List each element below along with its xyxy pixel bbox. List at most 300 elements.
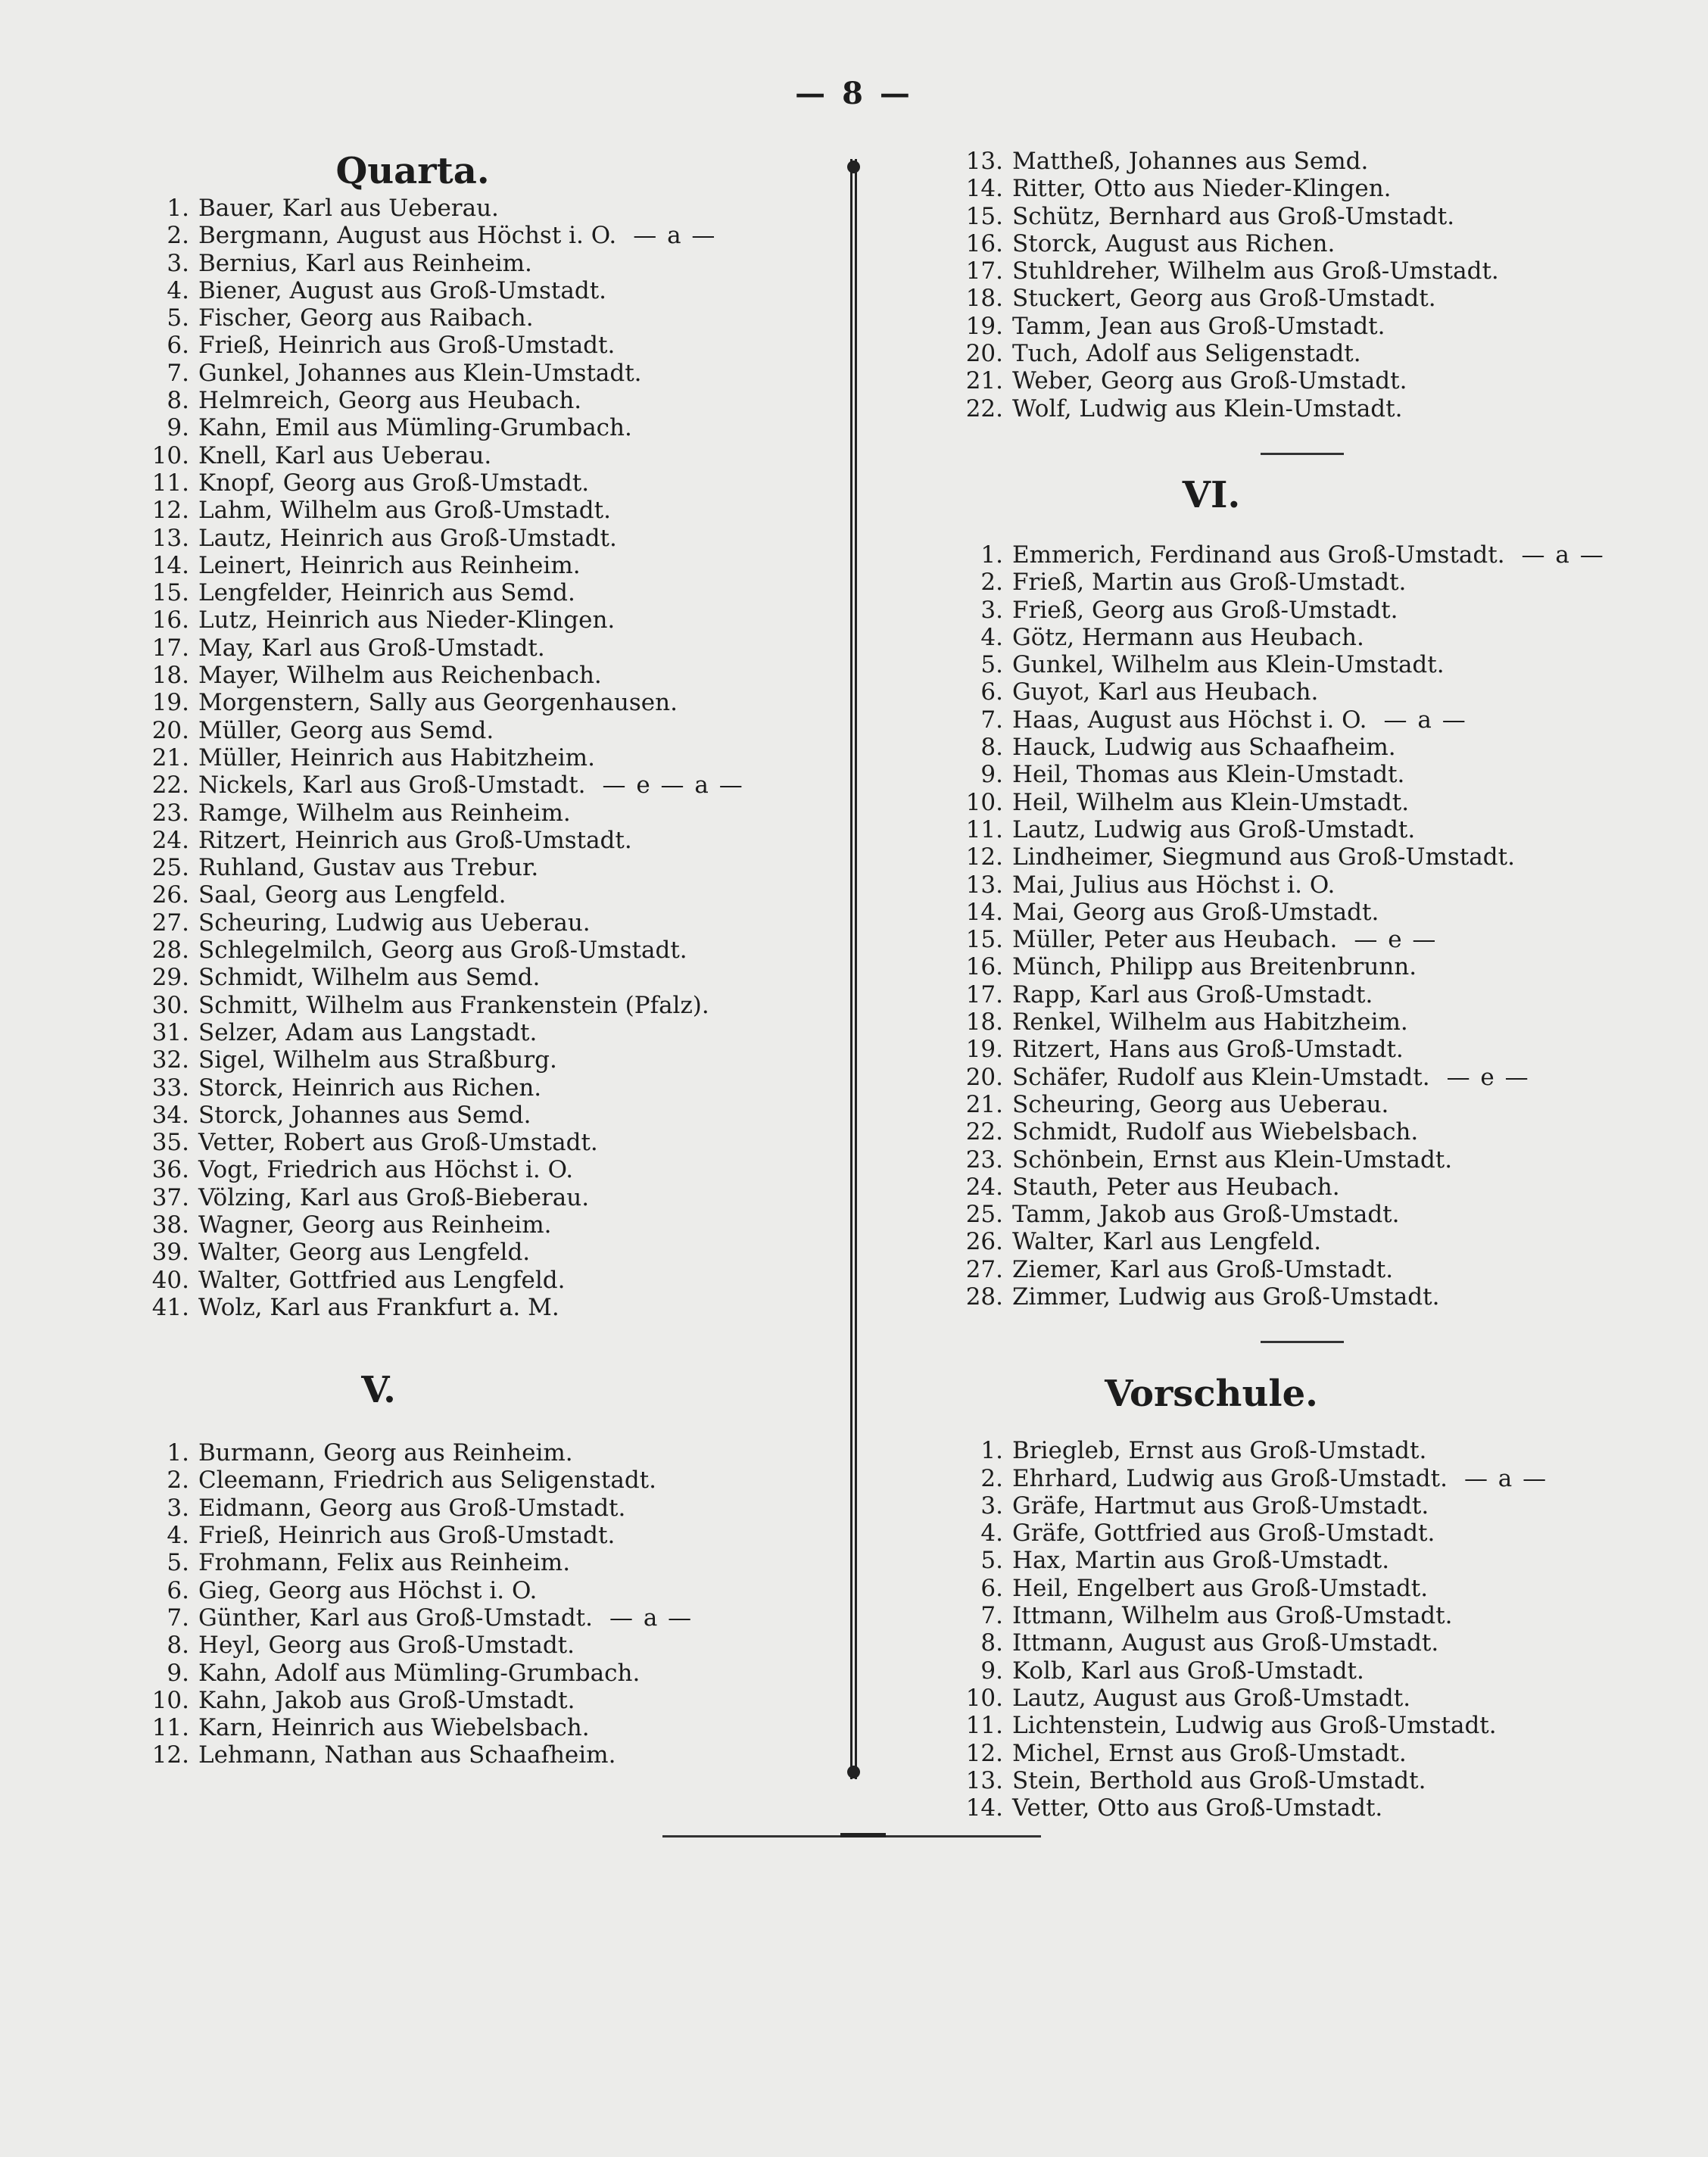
entry-number: 12.: [151, 497, 189, 525]
entry-number: 7.: [980, 1602, 1003, 1630]
entry-number: 14.: [151, 551, 189, 579]
entry-text: Knell, Karl aus Ueberau.: [198, 441, 492, 469]
entry-number: 11.: [965, 815, 1003, 843]
quinta-list-part1: [129, 1439, 848, 1769]
list-item: [943, 981, 1662, 1008]
list-item: [129, 579, 848, 606]
list-item: [943, 597, 1662, 624]
entry-number: 15.: [965, 202, 1003, 230]
list-item: [943, 285, 1662, 312]
entry-text: Kahn, Adolf aus Mümling-Grumbach.: [198, 1659, 640, 1687]
entry-number: 13.: [965, 148, 1003, 175]
list-item: [943, 541, 1662, 569]
entry-number: 24.: [965, 1173, 1003, 1201]
sexta-list: [943, 541, 1662, 1311]
list-item: [943, 367, 1662, 394]
list-item: [943, 871, 1662, 899]
list-item: [943, 1465, 1662, 1492]
divider-bottom-ornament: [847, 1766, 860, 1778]
entry-text: Kahn, Emil aus Mümling-Grumbach.: [198, 414, 632, 442]
list-item: [943, 1575, 1662, 1602]
entry-text: Müller, Georg aus Semd.: [198, 716, 494, 744]
entry-text: Sigel, Wilhelm aus Straßburg.: [198, 1046, 557, 1074]
list-item: [943, 1437, 1662, 1464]
entry-mark: — e —: [1446, 1063, 1530, 1091]
entry-text: Lutz, Heinrich aus Nieder-Klingen.: [198, 606, 616, 634]
list-item: [129, 909, 848, 937]
entry-text: Haas, August aus Höchst i. O.: [1012, 706, 1367, 734]
list-item: [129, 525, 848, 552]
entry-number: 28.: [151, 937, 189, 965]
entry-text: Kolb, Karl aus Groß-Umstadt.: [1012, 1657, 1364, 1685]
entry-number: 4.: [980, 623, 1003, 651]
entry-text: Schönbein, Ernst aus Klein-Umstadt.: [1012, 1146, 1453, 1174]
entry-number: 26.: [965, 1228, 1003, 1256]
entry-number: 22.: [965, 394, 1003, 422]
entry-text: Hax, Martin aus Groß-Umstadt.: [1012, 1547, 1390, 1575]
list-item: [943, 651, 1662, 678]
quarta-heading: Quarta.: [335, 150, 490, 192]
entry-number: 9.: [167, 414, 189, 442]
entry-text: Ritzert, Hans aus Groß-Umstadt.: [1012, 1036, 1404, 1064]
entry-number: 21.: [965, 1090, 1003, 1118]
list-item: [129, 744, 848, 771]
entry-text: Völzing, Karl aus Groß-Bieberau.: [198, 1183, 590, 1211]
entry-text: Schmitt, Wilhelm aus Frankenstein (Pfalz).: [198, 991, 709, 1019]
list-item: [129, 689, 848, 716]
entry-text: May, Karl aus Groß-Umstadt.: [198, 634, 545, 662]
entry-text: Frieß, Georg aus Groß-Umstadt.: [1012, 596, 1398, 624]
list-item: [129, 414, 848, 441]
entry-number: 19.: [151, 689, 189, 717]
list-item: [129, 634, 848, 662]
entry-text: Lichtenstein, Ludwig aus Groß-Umstadt.: [1012, 1712, 1497, 1740]
entry-text: Stein, Berthold aus Groß-Umstadt.: [1012, 1766, 1426, 1794]
list-item: [129, 195, 848, 222]
entry-number: 16.: [965, 953, 1003, 981]
list-item: [943, 148, 1662, 175]
list-item: [943, 678, 1662, 706]
list-item: [129, 250, 848, 277]
entry-number: 6.: [980, 1574, 1003, 1602]
entry-text: Saal, Georg aus Lengfeld.: [198, 881, 506, 909]
entry-number: 6.: [980, 678, 1003, 706]
list-item: [129, 1267, 848, 1294]
entry-number: 7.: [980, 706, 1003, 734]
entry-text: Biener, August aus Groß-Umstadt.: [198, 276, 607, 304]
entry-number: 4.: [980, 1520, 1003, 1548]
entry-mark: — a —: [1463, 1464, 1548, 1492]
left-column: [129, 148, 848, 1769]
entry-text: Renkel, Wilhelm aus Habitzheim.: [1012, 1008, 1408, 1036]
entry-number: 1.: [980, 1437, 1003, 1465]
entry-text: Mattheß, Johannes aus Semd.: [1012, 148, 1369, 175]
entry-text: Bergmann, August aus Höchst i. O.: [198, 222, 617, 250]
right-column: [943, 148, 1662, 1822]
entry-number: 12.: [151, 1741, 189, 1769]
list-item: [129, 387, 848, 414]
entry-number: 31.: [151, 1018, 189, 1046]
entry-number: 8.: [980, 734, 1003, 762]
entry-text: Vetter, Otto aus Groß-Umstadt.: [1012, 1794, 1383, 1822]
entry-number: 20.: [151, 716, 189, 744]
list-item: [943, 1740, 1662, 1767]
column-divider: [850, 159, 857, 1779]
entry-text: Stuhldreher, Wilhelm aus Groß-Umstadt.: [1012, 257, 1499, 285]
list-item: [943, 1201, 1662, 1228]
list-item: [943, 734, 1662, 761]
entry-text: Cleemann, Friedrich aus Seligenstadt.: [198, 1467, 656, 1495]
list-item: [129, 1522, 848, 1549]
list-item: [943, 395, 1662, 422]
entry-number: 25.: [965, 1201, 1003, 1229]
list-item: [129, 1604, 848, 1632]
entry-text: Schmidt, Wilhelm aus Semd.: [198, 964, 541, 992]
list-item: [943, 624, 1662, 651]
list-item: [943, 313, 1662, 340]
entry-text: Wolf, Ludwig aus Klein-Umstadt.: [1012, 394, 1403, 422]
list-item: [943, 761, 1662, 788]
entry-text: Walter, Gottfried aus Lengfeld.: [198, 1266, 566, 1294]
list-item: [943, 1602, 1662, 1629]
entry-text: Lautz, August aus Groß-Umstadt.: [1012, 1684, 1411, 1712]
list-item: [129, 1549, 848, 1576]
list-item: [943, 789, 1662, 816]
entry-text: Stauth, Peter aus Heubach.: [1012, 1173, 1340, 1201]
entry-number: 27.: [151, 909, 189, 937]
entry-text: Bauer, Karl aus Ueberau.: [198, 195, 499, 222]
entry-number: 10.: [965, 788, 1003, 816]
entry-number: 32.: [151, 1046, 189, 1074]
entry-number: 34.: [151, 1101, 189, 1129]
entry-number: 19.: [965, 1036, 1003, 1064]
entry-number: 8.: [167, 1632, 189, 1660]
entry-number: 35.: [151, 1129, 189, 1157]
entry-text: Lautz, Heinrich aus Groß-Umstadt.: [198, 524, 617, 552]
entry-text: Ramge, Wilhelm aus Reinheim.: [198, 799, 571, 827]
entry-number: 6.: [167, 332, 189, 360]
entry-text: Tuch, Adolf aus Seligenstadt.: [1012, 340, 1361, 368]
list-item: [129, 1577, 848, 1604]
entry-text: Heil, Engelbert aus Groß-Umstadt.: [1012, 1574, 1429, 1602]
list-item: [943, 1118, 1662, 1146]
entry-number: 13.: [965, 871, 1003, 899]
entry-number: 37.: [151, 1183, 189, 1211]
entry-number: 21.: [151, 743, 189, 771]
list-item: [129, 1467, 848, 1494]
list-item: [943, 1712, 1662, 1739]
entry-number: 38.: [151, 1211, 189, 1239]
entry-text: Eidmann, Georg aus Groß-Umstadt.: [198, 1494, 626, 1522]
entry-number: 3.: [980, 1492, 1003, 1520]
entry-number: 30.: [151, 991, 189, 1019]
entry-text: Heil, Thomas aus Klein-Umstadt.: [1012, 761, 1405, 789]
entry-text: Schütz, Bernhard aus Groß-Umstadt.: [1012, 202, 1455, 230]
entry-number: 5.: [167, 1549, 189, 1577]
entry-text: Lindheimer, Siegmund aus Groß-Umstadt.: [1012, 843, 1515, 871]
list-item: [129, 1046, 848, 1074]
entry-number: 18.: [151, 662, 189, 690]
entry-mark: — e —: [1354, 926, 1438, 954]
list-item: [129, 1129, 848, 1156]
list-item: [943, 1091, 1662, 1118]
entry-number: 23.: [151, 799, 189, 827]
list-item: [129, 881, 848, 909]
list-item: [943, 1685, 1662, 1712]
entry-text: Leinert, Heinrich aus Reinheim.: [198, 551, 581, 579]
vorschule-list: [943, 1437, 1662, 1822]
entry-number: 17.: [965, 980, 1003, 1008]
entry-number: 8.: [167, 387, 189, 415]
entry-text: Lautz, Ludwig aus Groß-Umstadt.: [1012, 815, 1416, 843]
entry-number: 17.: [151, 634, 189, 662]
entry-number: 18.: [965, 1008, 1003, 1036]
entry-text: Schäfer, Rudolf aus Klein-Umstadt.: [1012, 1063, 1430, 1091]
entry-number: 27.: [965, 1255, 1003, 1283]
entry-text: Müller, Heinrich aus Habitzheim.: [198, 743, 595, 771]
entry-text: Lehmann, Nathan aus Schaafheim.: [198, 1741, 616, 1769]
list-item: [129, 1439, 848, 1467]
quinta-heading: V.: [361, 1369, 396, 1412]
vorschule-heading: Vorschule.: [1105, 1373, 1318, 1416]
sexta-heading: VI.: [1182, 473, 1241, 516]
entry-number: 11.: [151, 469, 189, 497]
entry-number: 2.: [167, 1467, 189, 1495]
list-item: [129, 222, 848, 249]
list-item: [129, 304, 848, 332]
entry-text: Gräfe, Hartmut aus Groß-Umstadt.: [1012, 1492, 1429, 1520]
entry-text: Scheuring, Georg aus Ueberau.: [1012, 1090, 1389, 1118]
divider-top-ornament: [847, 161, 860, 173]
list-item: [943, 1174, 1662, 1201]
entry-text: Mai, Julius aus Höchst i. O.: [1012, 871, 1336, 899]
list-item: [943, 1767, 1662, 1794]
list-item: [129, 469, 848, 497]
list-item: [943, 1657, 1662, 1685]
entry-text: Schlegelmilch, Georg aus Groß-Umstadt.: [198, 937, 687, 965]
entry-number: 16.: [151, 606, 189, 634]
entry-text: Münch, Philipp aus Breitenbrunn.: [1012, 953, 1417, 981]
entry-number: 1.: [167, 1439, 189, 1467]
entry-text: Gieg, Georg aus Höchst i. O.: [198, 1576, 538, 1604]
entry-number: 6.: [167, 1576, 189, 1604]
entry-text: Rapp, Karl aus Groß-Umstadt.: [1012, 980, 1373, 1008]
entry-text: Fischer, Georg aus Raibach.: [198, 304, 534, 332]
entry-number: 39.: [151, 1239, 189, 1267]
list-item: [129, 442, 848, 469]
list-item: [943, 1492, 1662, 1520]
entry-number: 36.: [151, 1156, 189, 1184]
entry-text: Ritter, Otto aus Nieder-Klingen.: [1012, 175, 1392, 203]
entry-text: Ziemer, Karl aus Groß-Umstadt.: [1012, 1255, 1394, 1283]
entry-number: 16.: [965, 229, 1003, 257]
entry-text: Ritzert, Heinrich aus Groß-Umstadt.: [198, 826, 632, 854]
entry-text: Ittmann, August aus Groß-Umstadt.: [1012, 1629, 1439, 1657]
entry-mark: — a —: [633, 222, 717, 250]
entry-text: Frieß, Heinrich aus Groß-Umstadt.: [198, 1522, 616, 1550]
entry-text: Karn, Heinrich aus Wiebelsbach.: [198, 1714, 590, 1742]
list-item: [129, 1156, 848, 1183]
list-item: [943, 175, 1662, 202]
entry-text: Müller, Peter aus Heubach.: [1012, 926, 1338, 954]
entry-number: 33.: [151, 1074, 189, 1102]
entry-text: Stuckert, Georg aus Groß-Umstadt.: [1012, 285, 1436, 313]
entry-number: 13.: [965, 1766, 1003, 1794]
entry-number: 14.: [965, 175, 1003, 203]
list-item: [943, 1547, 1662, 1574]
list-item: [129, 277, 848, 304]
list-item: [129, 552, 848, 579]
entry-text: Vetter, Robert aus Groß-Umstadt.: [198, 1129, 598, 1157]
entry-number: 22.: [151, 771, 189, 800]
entry-text: Walter, Georg aus Lengfeld.: [198, 1239, 531, 1267]
entry-text: Schmidt, Rudolf aus Wiebelsbach.: [1012, 1118, 1419, 1146]
entry-text: Wolz, Karl aus Frankfurt a. M.: [198, 1293, 559, 1321]
list-item: [943, 257, 1662, 285]
entry-text: Burmann, Georg aus Reinheim.: [198, 1439, 573, 1467]
entry-number: 9.: [167, 1659, 189, 1687]
list-item: [129, 827, 848, 854]
entry-number: 3.: [167, 1494, 189, 1522]
entry-text: Nickels, Karl aus Groß-Umstadt.: [198, 771, 586, 800]
entry-number: 7.: [167, 1604, 189, 1632]
entry-text: Knopf, Georg aus Groß-Umstadt.: [198, 469, 590, 497]
entry-number: 15.: [151, 579, 189, 607]
list-item: [943, 1283, 1662, 1311]
entry-text: Ruhland, Gustav aus Trebur.: [198, 854, 539, 882]
entry-number: 19.: [965, 312, 1003, 340]
entry-number: 13.: [151, 524, 189, 552]
list-item: [129, 1239, 848, 1266]
entry-text: Kahn, Jakob aus Groß-Umstadt.: [198, 1686, 575, 1714]
list-item: [129, 771, 848, 799]
quinta-list-part2: [943, 148, 1662, 422]
list-item: [943, 926, 1662, 953]
list-item: [129, 937, 848, 964]
entry-number: 10.: [151, 1686, 189, 1714]
entry-number: 9.: [980, 761, 1003, 789]
entry-number: 1.: [167, 195, 189, 222]
entry-text: Helmreich, Georg aus Heubach.: [198, 387, 582, 415]
entry-number: 41.: [151, 1293, 189, 1321]
list-item: [129, 1660, 848, 1687]
entry-number: 8.: [980, 1629, 1003, 1657]
list-item: [943, 340, 1662, 367]
quarta-list: [129, 195, 848, 1321]
list-item: [943, 1520, 1662, 1547]
entry-text: Gräfe, Gottfried aus Groß-Umstadt.: [1012, 1520, 1435, 1548]
entry-mark: — a —: [1383, 706, 1467, 734]
list-item: [129, 1019, 848, 1046]
entry-text: Storck, August aus Richen.: [1012, 229, 1336, 257]
entry-text: Emmerich, Ferdinand aus Groß-Umstadt.: [1012, 541, 1505, 569]
page-number: — 8 —: [795, 76, 913, 111]
entry-text: Gunkel, Johannes aus Klein-Umstadt.: [198, 359, 642, 387]
entry-text: Frohmann, Felix aus Reinheim.: [198, 1549, 571, 1577]
entry-number: 17.: [965, 257, 1003, 285]
list-item: [129, 1632, 848, 1659]
list-item: [943, 843, 1662, 871]
list-item: [129, 1294, 848, 1321]
entry-number: 25.: [151, 854, 189, 882]
entry-number: 4.: [167, 1522, 189, 1550]
list-item: [943, 1794, 1662, 1822]
list-item: [943, 230, 1662, 257]
entry-text: Götz, Hermann aus Heubach.: [1012, 623, 1364, 651]
entry-number: 20.: [965, 1063, 1003, 1091]
entry-number: 14.: [965, 1794, 1003, 1822]
entry-number: 23.: [965, 1146, 1003, 1174]
entry-number: 18.: [965, 285, 1003, 313]
entry-text: Vogt, Friedrich aus Höchst i. O.: [198, 1156, 574, 1184]
list-item: [943, 953, 1662, 980]
entry-number: 5.: [980, 1547, 1003, 1575]
list-item: [129, 1102, 848, 1129]
entry-text: Michel, Ernst aus Groß-Umstadt.: [1012, 1739, 1407, 1767]
entry-number: 10.: [965, 1684, 1003, 1712]
list-item: [129, 854, 848, 881]
list-item: [943, 1146, 1662, 1174]
entry-text: Mayer, Wilhelm aus Reichenbach.: [198, 662, 602, 690]
entry-number: 29.: [151, 964, 189, 992]
list-item: [129, 1687, 848, 1714]
list-item: [943, 1256, 1662, 1283]
entry-text: Ehrhard, Ludwig aus Groß-Umstadt.: [1012, 1464, 1448, 1492]
entry-text: Lengfelder, Heinrich aus Semd.: [198, 579, 575, 607]
entry-number: 5.: [980, 651, 1003, 679]
list-item: [129, 497, 848, 524]
list-item: [943, 1064, 1662, 1091]
entry-text: Weber, Georg aus Groß-Umstadt.: [1012, 367, 1407, 395]
entry-number: 11.: [151, 1714, 189, 1742]
entry-number: 4.: [167, 276, 189, 304]
list-item: [129, 332, 848, 359]
entry-text: Storck, Heinrich aus Richen.: [198, 1074, 542, 1102]
entry-number: 24.: [151, 826, 189, 854]
list-item: [129, 1211, 848, 1239]
entry-text: Heil, Wilhelm aus Klein-Umstadt.: [1012, 788, 1410, 816]
entry-mark: — a —: [609, 1604, 693, 1632]
list-item: [129, 800, 848, 827]
entry-number: 40.: [151, 1266, 189, 1294]
list-item: [129, 992, 848, 1019]
list-item: [129, 1495, 848, 1522]
entry-text: Mai, Georg aus Groß-Umstadt.: [1012, 898, 1379, 926]
list-item: [943, 1036, 1662, 1063]
entry-number: 2.: [980, 1464, 1003, 1492]
entry-text: Walter, Karl aus Lengfeld.: [1012, 1228, 1322, 1256]
entry-text: Briegleb, Ernst aus Groß-Umstadt.: [1012, 1437, 1427, 1465]
entry-text: Scheuring, Ludwig aus Ueberau.: [198, 909, 591, 937]
entry-text: Lahm, Wilhelm aus Groß-Umstadt.: [198, 497, 611, 525]
entry-number: 9.: [980, 1657, 1003, 1685]
list-item: [129, 360, 848, 387]
entry-text: Hauck, Ludwig aus Schaafheim.: [1012, 734, 1396, 762]
entry-number: 20.: [965, 340, 1003, 368]
list-item: [129, 662, 848, 689]
entry-text: Frieß, Heinrich aus Groß-Umstadt.: [198, 332, 616, 360]
entry-number: 1.: [980, 541, 1003, 569]
entry-number: 3.: [167, 249, 189, 277]
entry-text: Storck, Johannes aus Semd.: [198, 1101, 531, 1129]
list-item: [943, 569, 1662, 596]
list-item: [129, 964, 848, 991]
list-item: [129, 717, 848, 744]
list-item: [129, 1074, 848, 1102]
entry-text: Frieß, Martin aus Groß-Umstadt.: [1012, 569, 1407, 597]
entry-text: Selzer, Adam aus Langstadt.: [198, 1018, 538, 1046]
bottom-rule-center: [840, 1833, 886, 1838]
